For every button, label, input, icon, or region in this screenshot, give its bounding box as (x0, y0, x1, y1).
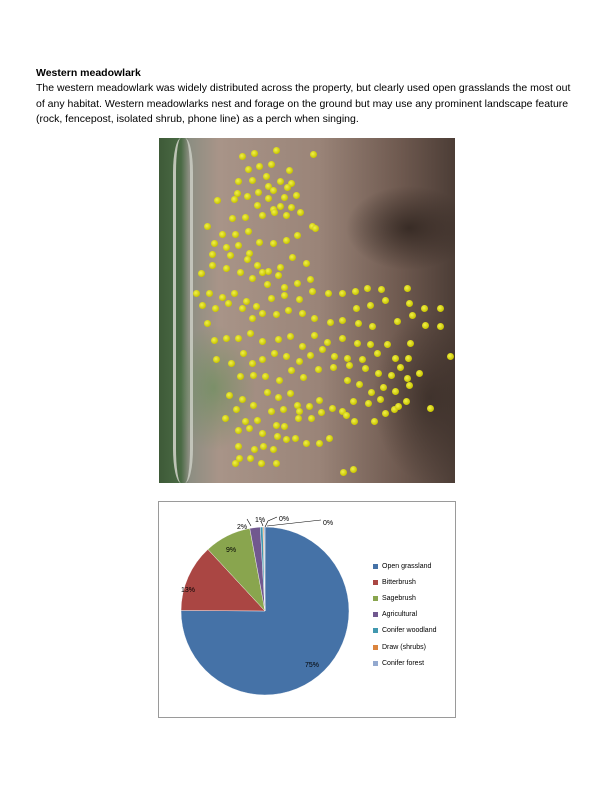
survey-point-marker (296, 296, 303, 303)
survey-point-marker (198, 270, 205, 277)
survey-point-marker (235, 242, 242, 249)
survey-point-marker (232, 460, 239, 467)
survey-point-marker (249, 315, 256, 322)
survey-point-marker (447, 353, 454, 360)
survey-point-marker (235, 335, 242, 342)
survey-point-marker (243, 298, 250, 305)
survey-point-marker (409, 312, 416, 319)
survey-point-marker (299, 343, 306, 350)
survey-point-marker (259, 430, 266, 437)
survey-point-marker (303, 260, 310, 267)
survey-point-marker (362, 365, 369, 372)
survey-point-marker (300, 374, 307, 381)
survey-point-marker (204, 223, 211, 230)
pie-label: 2% (237, 524, 248, 531)
survey-point-marker (199, 302, 206, 309)
aerial-map (159, 138, 455, 483)
legend-label: Open grassland (382, 562, 432, 570)
survey-point-marker (374, 350, 381, 357)
survey-point-marker (256, 239, 263, 246)
survey-point-marker (406, 300, 413, 307)
survey-point-marker (325, 290, 332, 297)
pie-label: 75% (305, 662, 320, 669)
survey-point-marker (270, 240, 277, 247)
survey-point-marker (204, 320, 211, 327)
legend-item (373, 639, 436, 655)
survey-point-marker (329, 405, 336, 412)
survey-point-marker (277, 203, 284, 210)
survey-point-marker (354, 340, 361, 347)
survey-point-marker (307, 276, 314, 283)
survey-point-marker (231, 290, 238, 297)
survey-point-marker (307, 352, 314, 359)
survey-point-marker (405, 355, 412, 362)
survey-point-marker (268, 161, 275, 168)
survey-point-marker (285, 307, 292, 314)
survey-point-marker (288, 367, 295, 374)
survey-point-marker (403, 398, 410, 405)
survey-point-marker (219, 231, 226, 238)
legend-label: Conifer forest (382, 659, 425, 667)
survey-point-marker (365, 400, 372, 407)
survey-point-marker (330, 364, 337, 371)
survey-point-marker (378, 286, 385, 293)
survey-point-marker (369, 323, 376, 330)
survey-point-marker (276, 377, 283, 384)
survey-point-marker (316, 397, 323, 404)
legend-swatch (373, 596, 378, 601)
survey-point-marker (246, 425, 253, 432)
survey-point-marker (395, 403, 402, 410)
survey-point-marker (281, 194, 288, 201)
survey-point-marker (250, 372, 257, 379)
survey-point-marker (310, 151, 317, 158)
survey-point-marker (384, 341, 391, 348)
survey-point-marker (277, 178, 284, 185)
survey-point-marker (235, 427, 242, 434)
survey-point-marker (264, 389, 271, 396)
survey-point-marker (406, 382, 413, 389)
survey-point-marker (256, 163, 263, 170)
survey-point-marker (375, 370, 382, 377)
survey-point-marker (377, 396, 384, 403)
survey-point-marker (260, 443, 267, 450)
survey-point-marker (311, 315, 318, 322)
survey-point-marker (352, 288, 359, 295)
survey-point-marker (254, 202, 261, 209)
survey-point-marker (407, 340, 414, 347)
legend-swatch (373, 612, 378, 617)
legend-label: Conifer woodland (382, 627, 437, 635)
survey-point-marker (263, 173, 270, 180)
survey-point-marker (367, 341, 374, 348)
survey-point-marker (222, 415, 229, 422)
survey-point-marker (356, 381, 363, 388)
survey-point-marker (239, 396, 246, 403)
survey-point-marker (206, 290, 213, 297)
survey-point-marker (355, 320, 362, 327)
survey-point-marker (259, 356, 266, 363)
survey-point-marker (308, 415, 315, 422)
survey-point-marker (251, 446, 258, 453)
survey-point-marker (392, 355, 399, 362)
survey-point-marker (270, 446, 277, 453)
survey-point-marker (239, 305, 246, 312)
survey-point-marker (223, 244, 230, 251)
legend-label: Draw (shrubs) (382, 643, 426, 651)
survey-point-marker (283, 436, 290, 443)
survey-point-marker (346, 362, 353, 369)
survey-point-marker (232, 231, 239, 238)
survey-point-marker (255, 189, 262, 196)
survey-point-marker (274, 433, 281, 440)
legend-label: Agricultural (382, 611, 418, 619)
survey-point-marker (249, 177, 256, 184)
survey-point-marker (286, 167, 293, 174)
survey-point-marker (235, 178, 242, 185)
legend-item (373, 607, 436, 623)
legend-item (373, 655, 436, 671)
survey-point-marker (227, 252, 234, 259)
legend-item (373, 558, 436, 574)
survey-point-marker (242, 418, 249, 425)
survey-point-marker (271, 209, 278, 216)
survey-point-marker (219, 294, 226, 301)
survey-point-marker (240, 350, 247, 357)
survey-point-marker (253, 303, 260, 310)
survey-point-marker (259, 338, 266, 345)
survey-point-marker (344, 377, 351, 384)
survey-point-marker (262, 373, 269, 380)
survey-point-marker (268, 295, 275, 302)
survey-point-marker (416, 370, 423, 377)
legend-label: Sagebrush (382, 594, 416, 602)
survey-point-marker (309, 288, 316, 295)
survey-point-marker (392, 388, 399, 395)
survey-point-marker (193, 290, 200, 297)
survey-point-marker (228, 360, 235, 367)
survey-point-marker (427, 405, 434, 412)
survey-point-marker (211, 240, 218, 247)
survey-point-marker (273, 460, 280, 467)
legend-item (373, 574, 436, 590)
survey-point-marker (397, 364, 404, 371)
survey-point-marker (421, 305, 428, 312)
survey-point-marker (340, 469, 347, 476)
survey-point-marker (350, 466, 357, 473)
survey-point-marker (254, 417, 261, 424)
survey-point-marker (280, 406, 287, 413)
survey-point-marker (281, 423, 288, 430)
body-paragraph: The western meadowlark was widely distributed across the property, but clearly used open grasslands the most out of any habitat. Western meadowlarks nest and forage on the ground but may use any prominent landscape feature (rock, fencepost, isolated shrub, phone line) as a perch when singing. (36, 82, 571, 126)
survey-point-marker (306, 403, 313, 410)
survey-point-marker (331, 353, 338, 360)
survey-point-marker (275, 272, 282, 279)
survey-point-marker (288, 204, 295, 211)
legend-item (373, 623, 436, 639)
survey-point-marker (212, 305, 219, 312)
survey-point-marker (319, 346, 326, 353)
survey-point-marker (287, 390, 294, 397)
survey-point-marker (326, 435, 333, 442)
section-heading: Western meadowlark (36, 67, 141, 79)
legend-swatch (373, 564, 378, 569)
survey-point-marker (275, 394, 282, 401)
survey-point-marker (311, 332, 318, 339)
survey-point-marker (223, 335, 230, 342)
survey-point-marker (249, 360, 256, 367)
survey-point-marker (259, 269, 266, 276)
survey-point-marker (283, 353, 290, 360)
pie-chart (158, 501, 456, 718)
survey-point-marker (265, 268, 272, 275)
survey-point-marker (368, 389, 375, 396)
survey-point-marker (343, 412, 350, 419)
survey-point-marker (364, 285, 371, 292)
survey-point-marker (273, 311, 280, 318)
legend-item (373, 590, 436, 606)
survey-point-marker (271, 350, 278, 357)
legend-swatch (373, 645, 378, 650)
survey-point-marker (297, 209, 304, 216)
survey-point-marker (382, 410, 389, 417)
survey-point-marker (294, 280, 301, 287)
survey-point-marker (250, 402, 257, 409)
survey-point-marker (244, 256, 251, 263)
survey-point-marker (422, 322, 429, 329)
survey-point-marker (249, 275, 256, 282)
survey-point-marker (287, 333, 294, 340)
survey-point-marker (371, 418, 378, 425)
survey-point-marker (437, 305, 444, 312)
survey-point-marker (283, 237, 290, 244)
survey-point-marker (316, 440, 323, 447)
survey-point-marker (275, 336, 282, 343)
legend-swatch (373, 628, 378, 633)
survey-point-marker (284, 184, 291, 191)
pie-label: 13% (181, 587, 196, 594)
survey-point-marker (225, 300, 232, 307)
survey-point-marker (245, 166, 252, 173)
survey-point-marker (351, 418, 358, 425)
survey-point-marker (388, 372, 395, 379)
survey-point-marker (235, 443, 242, 450)
survey-point-marker (299, 310, 306, 317)
survey-point-marker (258, 460, 265, 467)
survey-point-marker (318, 409, 325, 416)
survey-point-marker (289, 254, 296, 261)
survey-point-marker (281, 284, 288, 291)
survey-point-marker (209, 251, 216, 258)
survey-point-marker (214, 197, 221, 204)
survey-point-marker (242, 214, 249, 221)
survey-point-marker (209, 262, 216, 269)
survey-point-marker (296, 408, 303, 415)
survey-point-marker (293, 192, 300, 199)
survey-point-marker (254, 262, 261, 269)
survey-point-marker (339, 335, 346, 342)
survey-point-marker (259, 212, 266, 219)
survey-point-marker (268, 408, 275, 415)
survey-point-marker (273, 422, 280, 429)
survey-point-marker (350, 398, 357, 405)
survey-point-marker (327, 319, 334, 326)
survey-point-marker (324, 339, 331, 346)
survey-point-marker (237, 269, 244, 276)
survey-point-marker (339, 317, 346, 324)
legend-label: Bitterbrush (382, 578, 416, 586)
legend-swatch (373, 580, 378, 585)
survey-point-marker (437, 323, 444, 330)
survey-point-marker (312, 225, 319, 232)
pie-label: 0% (323, 520, 334, 527)
survey-point-marker (367, 302, 374, 309)
survey-point-marker (237, 373, 244, 380)
survey-point-marker (283, 212, 290, 219)
survey-point-marker (251, 150, 258, 157)
river (173, 138, 193, 483)
survey-point-marker (303, 440, 310, 447)
survey-point-marker (226, 392, 233, 399)
survey-point-marker (244, 193, 251, 200)
survey-point-marker (292, 435, 299, 442)
survey-point-marker (259, 310, 266, 317)
survey-point-marker (223, 265, 230, 272)
survey-point-marker (245, 228, 252, 235)
survey-point-marker (247, 330, 254, 337)
pie-label: 0% (279, 516, 290, 523)
survey-point-marker (247, 455, 254, 462)
survey-point-marker (270, 187, 277, 194)
survey-point-marker (229, 215, 236, 222)
survey-point-marker (380, 384, 387, 391)
survey-point-marker (359, 356, 366, 363)
survey-point-marker (344, 355, 351, 362)
survey-point-marker (281, 292, 288, 299)
survey-point-marker (265, 195, 272, 202)
pie-label: 1% (255, 517, 266, 524)
survey-point-marker (231, 196, 238, 203)
survey-point-marker (277, 264, 284, 271)
legend-swatch (373, 661, 378, 666)
survey-point-marker (404, 285, 411, 292)
survey-point-marker (264, 281, 271, 288)
pie-label: 9% (226, 547, 237, 554)
survey-point-marker (233, 406, 240, 413)
chart-legend (373, 558, 436, 671)
survey-point-marker (339, 290, 346, 297)
survey-point-marker (394, 318, 401, 325)
survey-point-marker (295, 415, 302, 422)
survey-point-marker (211, 337, 218, 344)
survey-point-marker (382, 297, 389, 304)
survey-point-marker (404, 375, 411, 382)
survey-point-marker (213, 356, 220, 363)
survey-point-marker (353, 305, 360, 312)
survey-point-marker (296, 358, 303, 365)
survey-point-marker (294, 232, 301, 239)
survey-point-marker (273, 147, 280, 154)
survey-point-marker (239, 153, 246, 160)
survey-point-marker (315, 366, 322, 373)
